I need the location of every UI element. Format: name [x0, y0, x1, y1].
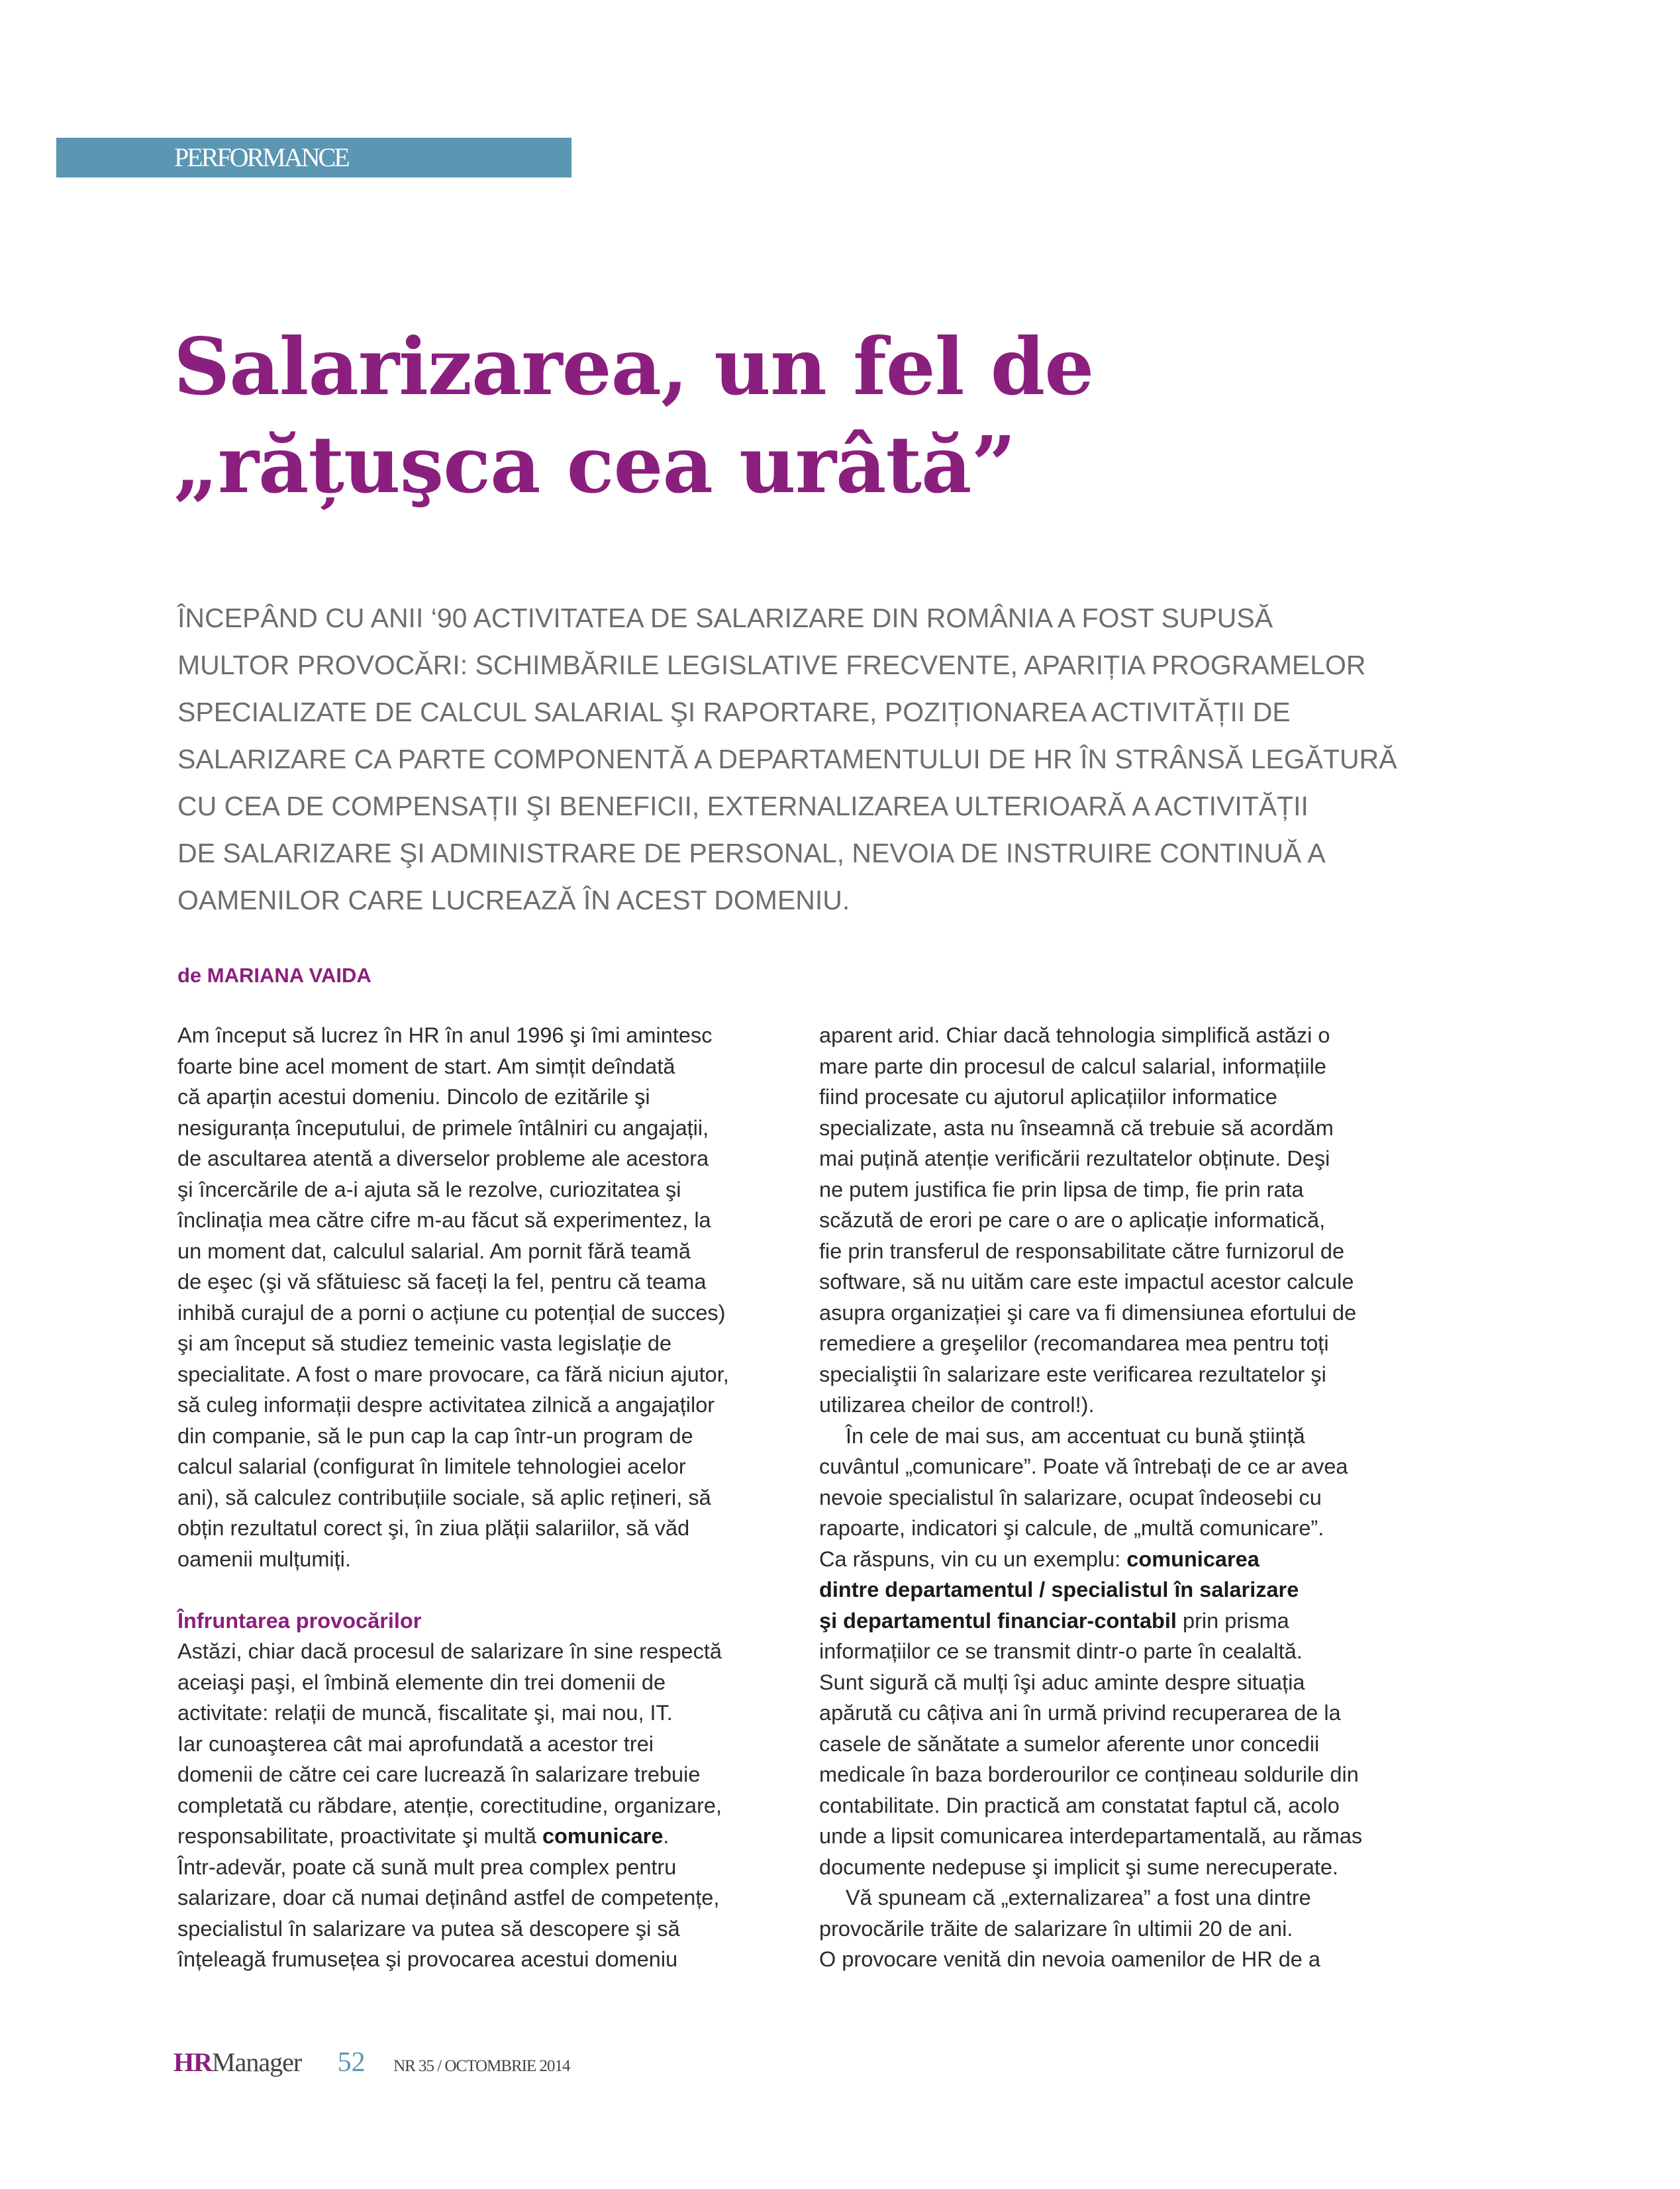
body-line: apărută cu câțiva ani în urmă privind recuperarea de la [819, 1701, 1341, 1725]
subheading: Înfruntarea provocărilor [177, 1608, 422, 1633]
body-line: medicale în baza borderourilor ce conțineau soldurile din [819, 1762, 1359, 1786]
title-line: „rățuşca cea urâtă” [173, 419, 1016, 511]
byline: de MARIANA VAIDA [177, 964, 371, 987]
section-label: PERFORMANCE [174, 142, 348, 172]
body-line: specialistul în salarizare va putea să descopere şi să [177, 1916, 680, 1941]
lead-line: SALARIZARE CA PARTE COMPONENTĂ A DEPARTAMENTULUI DE HR ÎN STRÂNSĂ LEGĂTURĂ [177, 744, 1397, 774]
lead-line: CU CEA DE COMPENSAȚII ŞI BENEFICII, EXTERNALIZAREA ULTERIOARĂ A ACTIVITĂȚII [177, 791, 1309, 821]
body-line: Astăzi, chiar dacă procesul de salarizare în sine respectă [177, 1639, 722, 1663]
body-line: domenii de către cei care lucrează în salarizare trebuie [177, 1762, 701, 1786]
body-line: cuvântul „comunicare”. Poate vă întrebați de ce ar avea [819, 1454, 1348, 1478]
body-line: utilizarea cheilor de control!). [819, 1393, 1095, 1417]
body-line: oamenii mulțumiți. [177, 1547, 351, 1571]
title-line: Salarizarea, un fel de [173, 321, 1094, 413]
body-line: specializate, asta nu înseamnă că trebuie să acordăm [819, 1115, 1334, 1140]
body-line: să culeg informații despre activitatea zilnică a angajaților [177, 1393, 715, 1417]
body-line [177, 1821, 813, 1852]
body-line: Sunt sigură că mulți îşi aduc aminte despre situația [819, 1670, 1305, 1694]
body-line: ani), să calculez contribuțiile sociale, să aplic rețineri, să [177, 1485, 711, 1509]
body-line: contabilitate. Din practică am constatat faptul că, acolo [819, 1793, 1340, 1817]
logo-hr: HR [173, 2047, 212, 2077]
body-line: aceiaşi paşi, el îmbină elemente din trei domenii de [177, 1670, 666, 1694]
body-line: Într-adevăr, poate că sună mult prea complex pentru [177, 1855, 677, 1879]
body-line: asupra organizației şi care va fi dimensiunea efortului de [819, 1300, 1357, 1325]
body-line: documente nedepuse şi implicit şi sume nerecuperate. [819, 1855, 1339, 1879]
body-line: de eşec (şi vă sfătuiesc să faceți la fel, pentru că teama [177, 1270, 707, 1294]
logo-manager: Manager [212, 2047, 302, 2077]
body-line: obțin rezultatul corect şi, în ziua plății salariilor, să văd [177, 1516, 690, 1540]
body-line: un moment dat, calculul salarial. Am pornit fără teamă [177, 1239, 691, 1263]
body-line: remediere a greşelilor (recomandarea mea pentru toți [819, 1331, 1329, 1355]
body-line: foarte bine acel moment de start. Am simțit deîndată [177, 1054, 675, 1078]
body-line: completată cu răbdare, atenție, corectitudine, organizare, [177, 1793, 722, 1817]
body-line [819, 1605, 1455, 1637]
emphasis: dintre departamentul / specialistul în salarizare [819, 1578, 1299, 1602]
body-line: fie prin transferul de responsabilitate către furnizorul de [819, 1239, 1345, 1263]
body-line [819, 1544, 1455, 1575]
body-line: scăzută de erori pe care o are o aplicație informatică, [819, 1208, 1326, 1232]
body-line: Iar cunoaşterea cât mai aprofundată a acestor trei [177, 1731, 654, 1756]
body-line: rapoarte, indicatori şi calcule, de „multă comunicare”. [819, 1516, 1324, 1540]
lead-line: SPECIALIZATE DE CALCUL SALARIAL ŞI RAPORTARE, POZIȚIONAREA ACTIVITĂȚII DE [177, 697, 1291, 727]
body-line: Am început să lucrez în HR în anul 1996 şi îmi amintesc [177, 1023, 713, 1047]
body-line: de ascultarea atentă a diverselor probleme ale acestora [177, 1146, 709, 1170]
body-line: inhibă curajul de a porni o acțiune cu potențial de succes) [177, 1300, 726, 1325]
body-line: salarizare, doar că numai deținând astfel de competențe, [177, 1886, 720, 1909]
body-line: activitate: relații de muncă, fiscalitate şi, mai nou, IT. [177, 1701, 673, 1725]
body-line: În cele de mai sus, am accentuat cu bună ştiință [846, 1423, 1305, 1448]
body-line: nevoie specialistul în salarizare, ocupat îndeosebi cu [819, 1485, 1322, 1509]
section-bar [56, 138, 571, 178]
body-line: specialitate. A fost o mare provocare, ca fără niciun ajutor, [177, 1362, 729, 1386]
article-lead [177, 595, 1502, 924]
body-line: aparent arid. Chiar dacă tehnologia simplifică astăzi o [819, 1023, 1330, 1047]
body-line: mai puțină atenție verificării rezultatelor obținute. Deşi [819, 1146, 1330, 1170]
page-number: 52 [337, 2047, 366, 2078]
body-line: nesiguranța începutului, de primele întâlniri cu angajații, [177, 1115, 709, 1140]
emphasis: comunicare [542, 1824, 664, 1848]
text-run: . [663, 1824, 669, 1848]
emphasis: şi departamentul financiar-contabil [819, 1608, 1177, 1633]
body-line: înțeleagă frumusețea şi provocarea acestui domeniu [177, 1947, 678, 1971]
body-line: şi am început să studiez temeinic vasta legislație de [177, 1331, 672, 1355]
issue-info: NR 35 / OCTOMBRIE 2014 [393, 2057, 570, 2075]
body-line [819, 1574, 1455, 1605]
magazine-logo [173, 2047, 301, 2078]
body-line: provocările trăite de salarizare în ultimii 20 de ani. [819, 1916, 1293, 1941]
right-column [819, 1020, 1455, 1975]
body-line: mare parte din procesul de calcul salarial, informațiile [819, 1054, 1326, 1078]
left-column [177, 1020, 813, 1975]
body-line: şi încercările de a-i ajuta să le rezolve, curiozitatea şi [177, 1177, 681, 1201]
article-title [173, 318, 1498, 514]
lead-line: DE SALARIZARE ŞI ADMINISTRARE DE PERSONAL, NEVOIA DE INSTRUIRE CONTINUĂ A [177, 838, 1326, 868]
body-line: casele de sănătate a sumelor aferente unor concedii [819, 1731, 1320, 1756]
lead-line: OAMENILOR CARE LUCREAZĂ ÎN ACEST DOMENIU. [177, 885, 850, 915]
text-run: prin prisma [1176, 1608, 1289, 1633]
body-line: informațiilor ce se transmit dintr-o parte în cealaltă. [819, 1639, 1303, 1663]
body-line: unde a lipsit comunicarea interdepartamentală, au rămas [819, 1824, 1363, 1848]
text-run: Ca răspuns, vin cu un exemplu: [819, 1547, 1127, 1571]
body-line: software, să nu uităm care este impactul acestor calcule [819, 1270, 1354, 1294]
text-run: responsabilitate, proactivitate şi multă [177, 1824, 542, 1848]
body-line: ne putem justifica fie prin lipsa de timp, fie prin rata [819, 1177, 1304, 1201]
body-line: O provocare venită din nevoia oamenilor de HR de a [819, 1947, 1320, 1971]
paragraph-gap [177, 1574, 813, 1605]
body-line: din companie, să le pun cap la cap într-un program de [177, 1423, 693, 1448]
lead-line: MULTOR PROVOCĂRI: SCHIMBĂRILE LEGISLATIVE FRECVENTE, APARIȚIA PROGRAMELOR [177, 650, 1366, 680]
body-line: specialiştii în salarizare este verificarea rezultatelor şi [819, 1362, 1326, 1386]
emphasis: comunicarea [1126, 1547, 1260, 1571]
lead-line: ÎNCEPÂND CU ANII ‘90 ACTIVITATEA DE SALARIZARE DIN ROMÂNIA A FOST SUPUSĂ [177, 603, 1273, 633]
body-line: înclinația mea către cifre m-au făcut să experimentez, la [177, 1208, 711, 1232]
body-line: calcul salarial (configurat în limitele tehnologiei acelor [177, 1454, 686, 1478]
body-line: fiind procesate cu ajutorul aplicațiilor informatice [819, 1085, 1277, 1109]
body-line: că aparțin acestui domeniu. Dincolo de ezitările şi [177, 1085, 650, 1109]
page-footer [173, 2047, 570, 2086]
body-line: Vă spuneam că „externalizarea” a fost una dintre [846, 1886, 1311, 1909]
